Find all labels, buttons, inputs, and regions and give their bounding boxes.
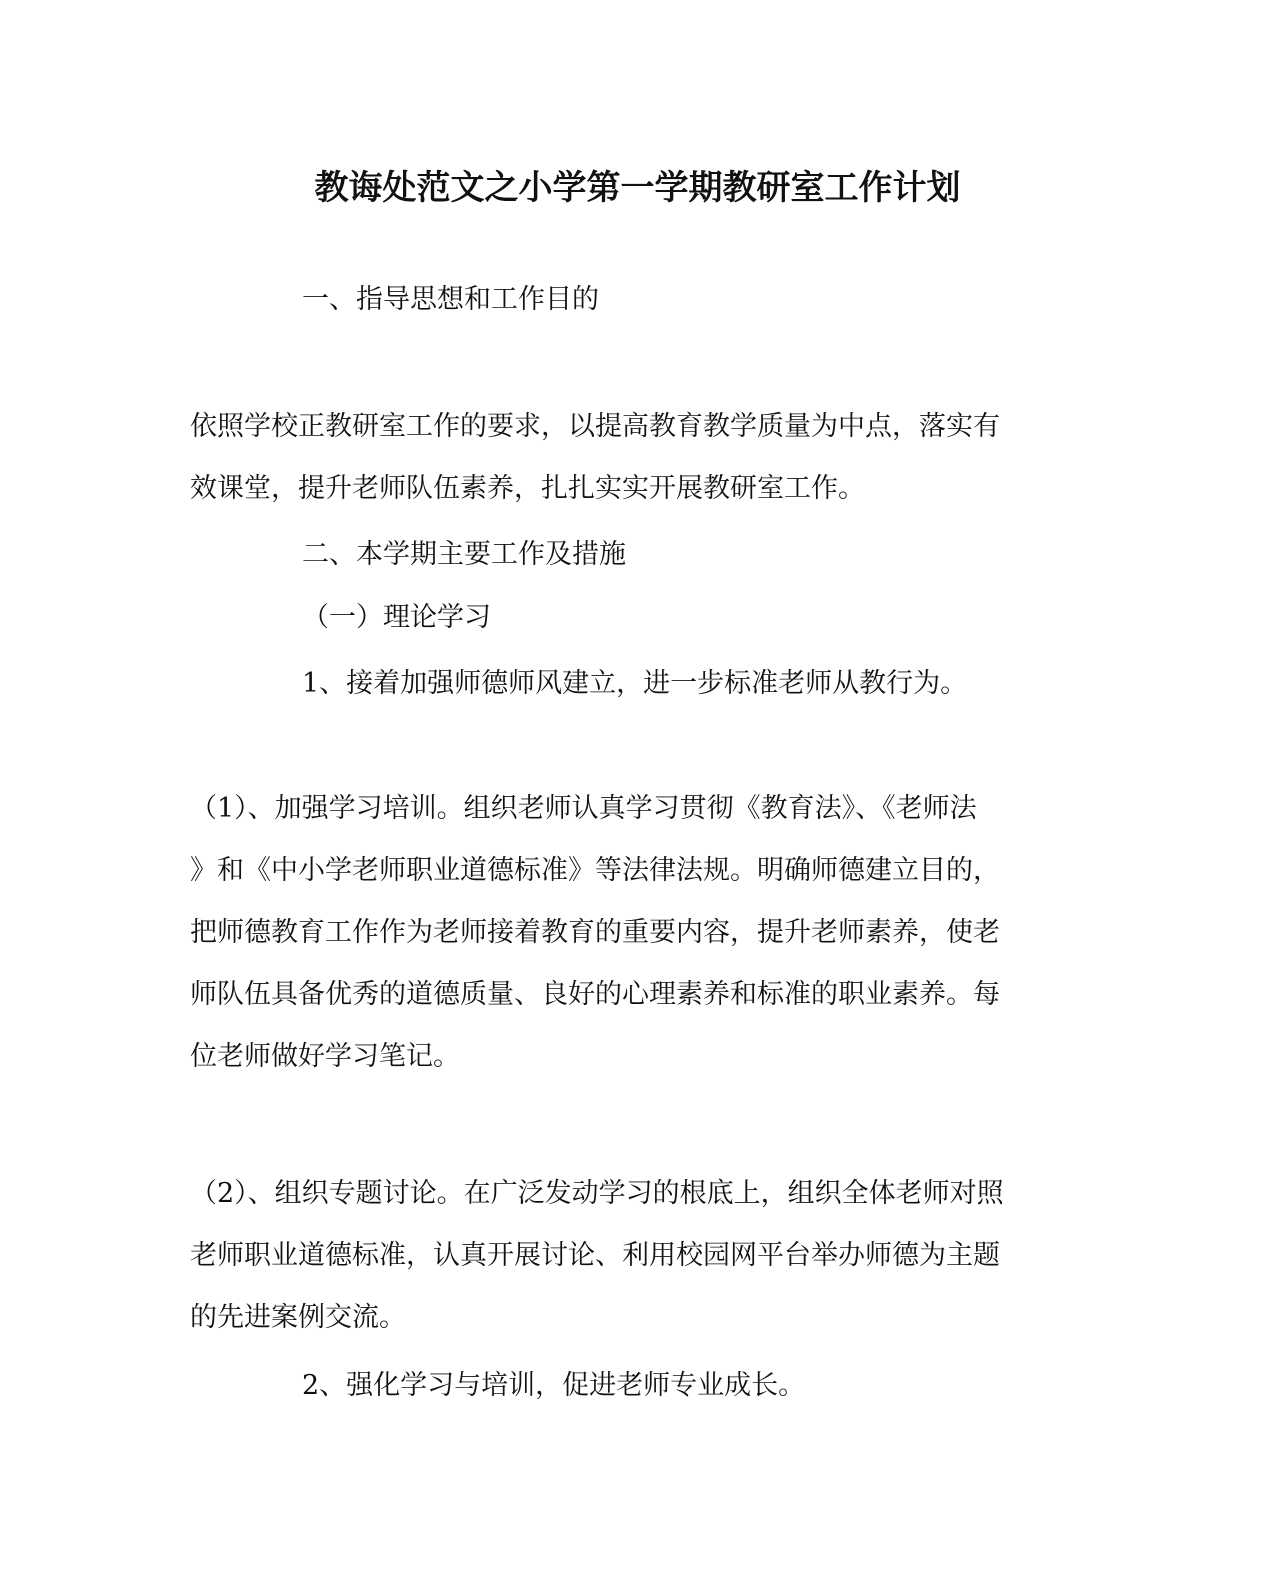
section-heading-main-work: 二、本学期主要工作及措施 xyxy=(302,539,626,570)
paragraph-line: 把师德教育工作作为老师接着教育的重要内容，提升老师素养，使老 xyxy=(190,917,1000,948)
paragraph-line: 依照学校正教研室工作的要求，以提高教育教学质量为中点，落实有 xyxy=(190,411,1000,442)
list-item-teacher-ethics: 1、接着加强师德师风建立，进一步标准老师从教行为。 xyxy=(302,668,968,699)
document-title: 教诲处范文之小学第一学期教研室工作计划 xyxy=(314,168,961,208)
paragraph-line: 师队伍具备优秀的道德质量、良好的心理素养和标准的职业素养。每 xyxy=(190,979,1000,1010)
subsection-heading-theory-study: （一）理论学习 xyxy=(302,602,491,633)
paragraph-line: （1）、加强学习培训。组织老师认真学习贯彻《教育法》、《老师法 xyxy=(190,793,977,824)
paragraph-work-requirements xyxy=(190,396,1070,520)
paragraph-line: （2）、组织专题讨论。在广泛发动学习的根底上，组织全体老师对照 xyxy=(190,1178,1004,1209)
section-heading-guiding-thought: 一、指导思想和工作目的 xyxy=(302,284,599,315)
paragraph-line: 的先进案例交流。 xyxy=(190,1302,406,1333)
paragraph-line: 老师职业道德标准，认真开展讨论、利用校园网平台举办师德为主题 xyxy=(190,1240,1000,1271)
list-item-professional-growth: 2、强化学习与培训，促进老师专业成长。 xyxy=(302,1370,806,1401)
paragraph-training xyxy=(190,778,1070,1088)
paragraph-line: 效课堂，提升老师队伍素养，扎扎实实开展教研室工作。 xyxy=(190,473,865,504)
paragraph-line: 位老师做好学习笔记。 xyxy=(190,1041,460,1072)
paragraph-discussion xyxy=(190,1163,1070,1349)
paragraph-line: 》和《中小学老师职业道德标准》等法律法规。明确师德建立目的， xyxy=(190,855,1000,886)
